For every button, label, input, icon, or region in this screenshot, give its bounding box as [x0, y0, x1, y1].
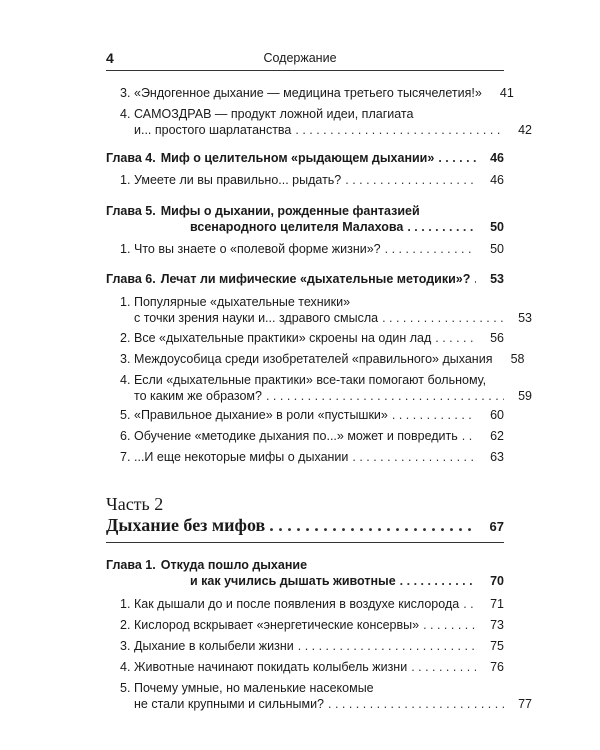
toc-entry[interactable] — [106, 241, 504, 257]
toc-entry[interactable] — [106, 659, 504, 675]
chapter-label: Глава 6. — [106, 272, 156, 286]
chapter-title-cont: и как учились дышать животные — [190, 574, 396, 588]
toc-entry[interactable] — [106, 372, 532, 404]
entry-title: Что вы знаете о «полевой форме жизни»? — [134, 242, 381, 256]
entry-title: ...И еще некоторые мифы о дыхании — [134, 450, 349, 464]
entry-number: 6. — [120, 429, 131, 443]
part-rule — [106, 542, 504, 543]
toc-entry[interactable] — [106, 617, 504, 633]
entry-title: Умеете ли вы правильно... рыдать? — [134, 173, 342, 187]
chapter-heading[interactable] — [106, 203, 504, 235]
chapter-heading[interactable] — [106, 150, 504, 166]
chapter-label: Глава 5. — [106, 204, 156, 218]
chapter-label: Глава 1. — [106, 558, 156, 572]
entry-number: 1. — [120, 597, 131, 611]
toc-entry[interactable] — [106, 294, 532, 326]
leader-dots — [266, 388, 504, 404]
chapter-label: Глава 4. — [106, 151, 156, 165]
entry-title: «Правильное дыхание» в роли «пустышки» — [134, 408, 388, 422]
entry-number: 4. — [120, 373, 131, 387]
toc-entry[interactable] — [106, 596, 504, 612]
entry-number: 2. — [120, 618, 131, 632]
chapter-heading[interactable] — [106, 271, 504, 287]
chapter-title: Лечат ли мифические «дыхательные методики»? — [160, 272, 471, 286]
chapter-title: Откуда пошло дыхание — [160, 558, 308, 572]
entry-page: 59 — [518, 389, 532, 403]
page-number: 4 — [106, 50, 114, 66]
toc-entry[interactable] — [106, 330, 504, 346]
entry-page: 50 — [490, 242, 504, 256]
leader-dots — [463, 596, 476, 612]
entry-number: 3. — [120, 352, 131, 366]
entry-page: 60 — [490, 408, 504, 422]
leader-dots — [411, 659, 476, 675]
entry-page: 71 — [490, 597, 504, 611]
entry-page: 73 — [490, 618, 504, 632]
toc-entry[interactable] — [106, 85, 514, 101]
entry-title: Популярные «дыхательные техники» — [134, 295, 351, 309]
entry-page: 62 — [490, 429, 504, 443]
entry-number: 3. — [120, 639, 131, 653]
leader-dots — [382, 310, 504, 326]
entry-page: 58 — [510, 352, 525, 366]
leader-dots — [385, 241, 476, 257]
chapter-title: Мифы о дыхании, рожденные фантазией — [160, 204, 420, 218]
entry-title: Животные начинают покидать колыбель жизни — [134, 660, 408, 674]
entry-page: 77 — [518, 697, 532, 711]
entry-page: 63 — [490, 450, 504, 464]
part-heading[interactable] — [106, 514, 504, 538]
running-head: Содержание — [263, 51, 337, 65]
entry-page: 75 — [490, 639, 504, 653]
leader-dots — [438, 150, 476, 166]
entry-number: 1. — [120, 173, 131, 187]
toc-entry[interactable] — [106, 638, 504, 654]
toc-entry[interactable] — [106, 449, 504, 465]
chapter-page: 46 — [490, 151, 504, 165]
entry-title-cont: с точки зрения науки и... здравого смысла — [134, 311, 379, 325]
entry-number: 7. — [120, 450, 131, 464]
leader-dots — [352, 449, 476, 465]
leader-dots — [345, 172, 476, 188]
entry-title-cont: то каким же образом? — [134, 389, 262, 403]
entry-title: САМОЗДРАВ — продукт ложной идеи, плагиата — [134, 107, 414, 121]
toc-entry[interactable] — [106, 680, 532, 712]
entry-page: 46 — [490, 173, 504, 187]
header-rule — [106, 70, 504, 71]
entry-title: Дыхание в колыбели жизни — [134, 639, 294, 653]
entry-number: 4. — [120, 107, 131, 121]
entry-number: 5. — [120, 681, 131, 695]
entry-title: Все «дыхательные практики» скроены на один лад — [134, 331, 432, 345]
entry-title: Кислород вскрывает «энергетические консервы» — [134, 618, 420, 632]
leader-dots — [298, 638, 476, 654]
entry-title-cont: и... простого шарлатанства — [134, 123, 292, 137]
entry-page: 76 — [490, 660, 504, 674]
chapter-heading[interactable] — [106, 557, 504, 589]
entry-title: Почему умные, но маленькие насекомые — [134, 681, 374, 695]
chapter-title-cont: всенародного целителя Малахова — [190, 220, 404, 234]
entry-title-cont: не стали крупными и сильными? — [134, 697, 325, 711]
entry-number: 4. — [120, 660, 131, 674]
entry-number: 1. — [120, 242, 131, 256]
leader-dots — [462, 428, 476, 444]
entry-number: 2. — [120, 331, 131, 345]
toc-entry[interactable] — [106, 407, 504, 423]
entry-title: «Эндогенное дыхание — медицина третьего тысячелетия!» — [134, 86, 482, 100]
leader-dots — [328, 696, 504, 712]
part-page: 67 — [489, 519, 504, 534]
chapter-title: Миф о целительном «рыдающем дыхании» — [160, 151, 435, 165]
entry-title: Обучение «методике дыхания по...» может и повредить — [134, 429, 458, 443]
chapter-page: 50 — [490, 220, 504, 234]
entry-number: 5. — [120, 408, 131, 422]
leader-dots — [269, 514, 476, 536]
toc-entry[interactable] — [106, 351, 525, 367]
toc-entry[interactable] — [106, 428, 504, 444]
leader-dots — [400, 573, 476, 589]
entry-number: 3. — [120, 86, 131, 100]
leader-dots — [435, 330, 476, 346]
chapter-page: 53 — [490, 272, 504, 286]
entry-page: 41 — [499, 86, 514, 100]
toc-entry[interactable] — [106, 106, 532, 138]
toc-entry[interactable] — [106, 172, 504, 188]
chapter-page: 70 — [490, 574, 504, 588]
entry-title: Междоусобица среди изобретателей «правильного» дыхания — [134, 352, 493, 366]
entry-page: 42 — [518, 123, 532, 137]
entry-title: Если «дыхательные практики» все-таки помогают больному, — [134, 373, 487, 387]
entry-number: 1. — [120, 295, 131, 309]
leader-dots — [407, 219, 476, 235]
entry-page: 56 — [490, 331, 504, 345]
leader-dots — [295, 122, 504, 138]
entry-page: 53 — [518, 311, 532, 325]
part-label: Часть 2 — [106, 494, 164, 514]
leader-dots — [474, 271, 476, 287]
leader-dots — [423, 617, 476, 633]
part-title: Дыхание без мифов — [106, 515, 266, 535]
entry-title: Как дышали до и после появления в воздухе кислорода — [134, 597, 460, 611]
leader-dots — [392, 407, 476, 423]
